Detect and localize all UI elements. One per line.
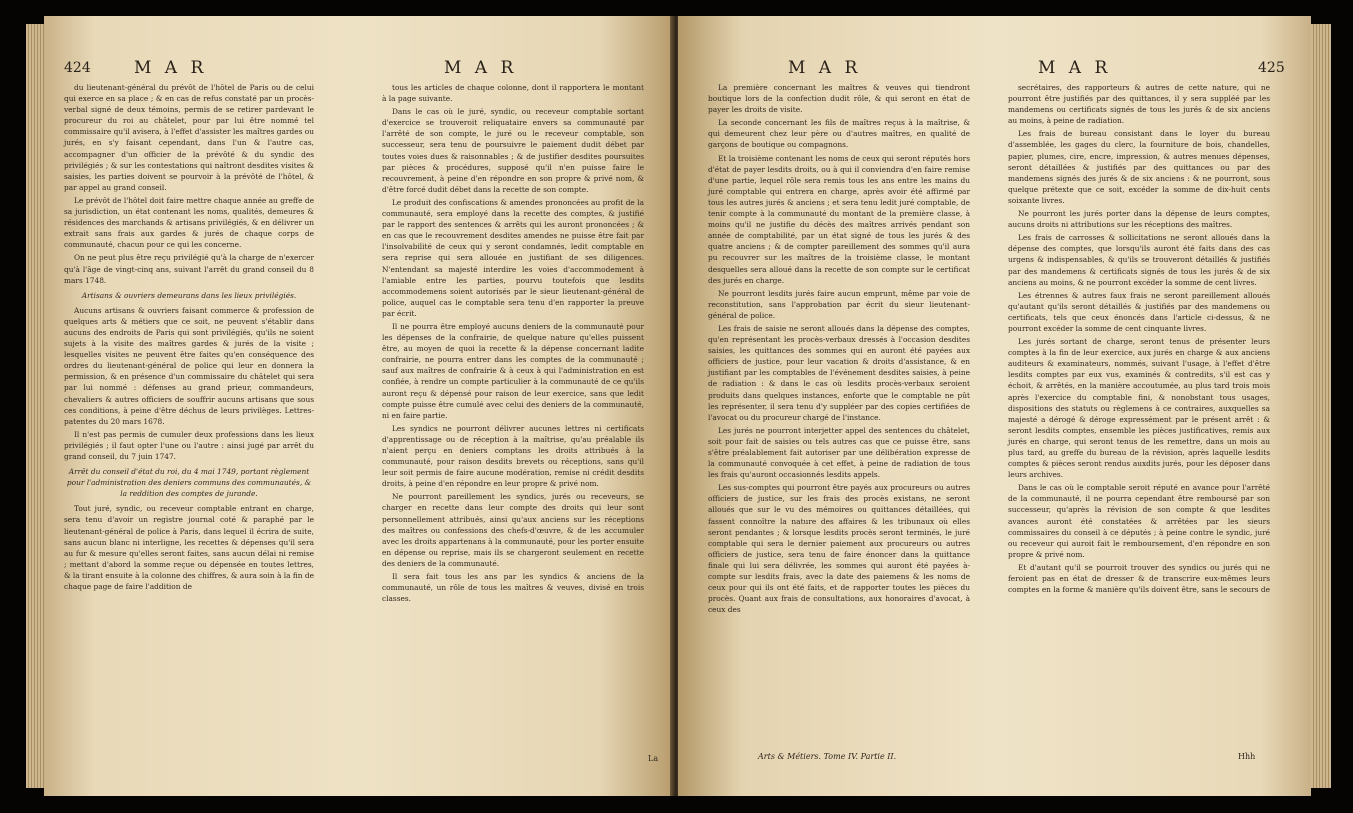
paragraph: Il ne pourra être employé aucuns deniers de la communauté pour les dépenses de la confrairie, de quelque nature qu'elles puissent être, au moyen de quoi la recette & la dépense concernant ladite confrairie, ne pourra entrer dans les comptes de la communauté ; sauf aux maîtres de confrairie & à ceux à qui l'administration en est confiée, à rendre un compte particulier à la communauté de ce qu'ils auront reçu & dépensé pour raison de leur exercice, sans que ledit compte puisse être cumulé avec celui des deniers de la communauté, ni en faire partie.: [382, 321, 644, 420]
left-page: [44, 16, 674, 796]
paragraph: Aucuns artisans & ouvriers faisant commerce & profession de quelques arts & métiers que ce soit, ne peuvent s'établir dans aucuns des endroits de Paris qui sont privilégiés, qu'ils ne soient sujets à la visite des maîtres gardes & jurés de la visite ; lesquelles visites ne peuvent être faites qu'en conséquence des ordres du lieutenant-général de police qui leur en donnera la permission, & en présence d'un commissaire du châtelet qui sera par lui nommé : défenses au grand prieur, commandeurs, chevaliers & autres officiers de souffrir aucuns artisans que sous ces conditions, à peine d'être déchus de leurs privilèges. Lettres-patentes du 20 mars 1678.: [64, 305, 314, 426]
section-heading: Artisans & ouvriers demeurans dans les lieux privilégiés.: [81, 290, 297, 300]
paragraph: Les frais de saisie ne seront alloués dans la dépense des comptes, qu'en représentant les procès-verbaux dressés à l'occasion desdites saisies, les quittances des sommes qui en auront été payées aux officiers de justice, pour leur vacation & droits d'assistance, & en justifiant par les comptables de l'événement desdites saisies, à peine de radiation : & dans le cas où lesdits procès-verbaux seroient produits dans quelques instances, enforte que le comptable ne pût les représenter, il sera tenu d'y suppléer par des copies certifiées de l'avocat ou du procureur chargé de l'instance.: [708, 323, 970, 422]
text-column-left: [64, 82, 314, 594]
paragraph: secrétaires, des rapporteurs & autres de cette nature, qui ne pourront être justifiés par des quittances, il y sera suppléé par les mandemens ou certificats signés de tous les jurés & de six anciens au moins, à peine de radiation.: [1008, 83, 1270, 126]
paragraph: Ne pourront lesdits jurés faire aucun emprunt, même par voie de reconstitution, sans l'approbation par écrit du sieur lieutenant-général de police.: [708, 288, 970, 320]
page-edges-left: [26, 24, 44, 788]
text-column-right: [1008, 82, 1270, 597]
text-column-left: [708, 82, 970, 617]
running-head: M A R: [1038, 58, 1112, 78]
running-head: M A R: [788, 58, 862, 78]
paragraph: du lieutenant-général du prévôt de l'hôtel de Paris ou de celui qui exerce en sa place ; & en cas de refus constaté par un procès-verbal signé de deux témoins, permis de se retirer pardevant le procureur du roi au châtelet, pour par lui être nommé tel commissaire qu'il avisera, à l'effet d'assister les maîtres gardes ou jurés, en s'y faisant cependant, dans l'un & l'autre cas, accompagner d'un officier de la prévôté & du syndic des privilégiés ; & sur les contestations qui naîtront desdites visites & saisies, les parties doivent se pourvoir à la prévôté de l'hôtel, & par appel au grand conseil.: [64, 83, 314, 192]
right-page: [678, 16, 1311, 796]
paragraph: Les jurés ne pourront interjetter appel des sentences du châtelet, soit pour fait de saisies ou tels autres cas que ce puisse être, sans s'être préalablement fait autoriser par une délibération expresse de la communauté convoquée à cet effet, à peine de radiation de tous les frais qu'auront occasionnés lesdits appels.: [708, 425, 970, 480]
paragraph: Les frais de carrosses & sollicitations ne seront alloués dans la dépense des comptes, que lorsqu'ils auront été faits dans des cas urgens & indispensables, & qu'ils se trouveront détaillés & justifiés par des mandemens & certificats signés de tous les jurés & de six anciens au moins, & ne pourront excéder la somme de cent livres.: [1008, 233, 1270, 287]
section-heading: Arrêt du conseil d'état du roi, du 4 mai 1749, portant règlement pour l'administration des deniers communs des communautés, & la reddition des comptes de jurande.: [66, 467, 312, 499]
paragraph: La première concernant les maîtres & veuves qui tiendront boutique lors de la confection dudit rôle, & qui seront en état de payer les droits de visite.: [708, 83, 970, 115]
running-head: M A R: [444, 58, 518, 78]
paragraph: Et la troisième contenant les noms de ceux qui seront réputés hors d'état de payer lesdits droits, ou à qui il conviendra d'en faire remise d'une partie, lequel rôle sera remis tous les ans entre les mains du juré comptable qui entrera en charge, après avoir été affirmé par tous les autres jurés & anciens ; et sera tenu ledit juré comptable, de tenir compte à la communauté du montant de la première classe, à moins qu'il ne justifie du décès des maîtres arrivés pendant son année de comptabilité, par un état signé de tous les jurés & des quatre anciens ; & de compter pareillement des sommes qu'il aura pu recouvrer sur les maîtres de la troisième classe, le montant desquelles sera alloué dans la recette de son compte sur le certificat des jurés en charge.: [708, 153, 970, 285]
paragraph: Les syndics ne pourront délivrer aucunes lettres ni certificats d'apprentissage ou de réception à la maîtrise, qu'au préalable ils n'aient perçu en deniers comptans les droits attribués à la communauté, pour raison desdits brevets ou réceptions, sans qu'il leur soit permis de faire aucune modération, remise ni crédit desdits droits, à peine d'en répondre en leur propre & privé nom.: [382, 423, 644, 489]
paragraph: Le produit des confiscations & amendes prononcées au profit de la communauté, sera employé dans la recette des comptes, & justifié par le rapport des sentences & arrêts qui les auront prononcées ; & en cas que le recouvrement desdites amendes ne puisse être fait par l'insolvabilité de ceux qui y seront condamnés, ledit comptable en sera reprise qui sera allouée en justifiant de ses diligences. N'entendant sa majesté interdire les voies d'accommodement à l'amiable entre les parties, pourvu toutefois que lesdits accommodemens soient autorisés par le sieur lieutenant-général de police, auquel cas le comptable sera tenu d'en rapporter la preuve par écrit.: [382, 197, 644, 318]
paragraph: tous les articles de chaque colonne, dont il rapportera le montant à la page suivante.: [382, 83, 644, 104]
paragraph: Les sus-comptes qui pourront être payés aux procureurs ou autres officiers de justice, sur les frais des procès existans, ne seront alloués que sur le vu des mémoires ou quittances détaillées, qui fassent connoître la nature des affaires & les tribunaux où elles seront pendantes ; & lorsque lesdits procès seront terminés, le juré comptable qui sera le dernier paiement aux procureurs ou autres officiers de justice, sera tenu de faire énoncer dans la quittance finale qui lui sera délivrée, les sommes qui auront été payées à-compte sur lesdits frais, avec la date des paiemens & les noms de ceux pour qui ils ont été faits, et de rapporter toutes les pièces du procès. Quant aux frais de consultations, aux honoraires d'avocat, à ceux des: [708, 483, 970, 615]
paragraph: Les frais de bureau consistant dans le loyer du bureau d'assemblée, les gages du clerc, la fourniture de bois, chandelles, papier, plumes, cire, encre, impression, & autres menues dépenses, seront détaillées & justifiés par des quittances ou par des mandemens signés des jurés & de six anciens : & ne pourront, sous quelque prétexte que ce soit, excéder la somme de dix-huit cents soixante livres.: [1008, 129, 1270, 205]
paragraph: On ne peut plus être reçu privilégié qu'à la charge de n'exercer qu'à l'âge de vingt-cinq ans, suivant l'arrêt du grand conseil du 8 mars 1748.: [64, 253, 314, 285]
paragraph: Dans le cas où le juré, syndic, ou receveur comptable sortant d'exercice se trouveroit reliquataire envers sa communauté par l'arrêté de son compte, le juré ou le receveur comptable, son successeur, sera tenu de poursuivre le paiement dudit débet par toutes voies dues & raisonnables ; & de justifier desdites poursuites par pièces & procédures, supposé qu'il n'en puisse faire le recouvrement, à peine d'en répondre en son propre & privé nom, & d'être forcé dudit débet dans la recette de son compte.: [382, 107, 644, 194]
open-book: [26, 16, 1331, 796]
paragraph: Tout juré, syndic, ou receveur comptable entrant en charge, sera tenu d'avoir un registre journal coté & paraphé par le lieutenant-général de police à Paris, dans lequel il écrira de suite, sans aucun blanc ni interligne, les recettes & dépenses qu'il sera au fur & mesure qu'elles seront faites, sans aucun délai ni remise ; mettant d'abord la somme reçue ou dépensée en toutes lettres, & la tirant ensuite à la colonne des chiffres, & aura soin à la fin de chaque page de faire l'addition de: [64, 504, 314, 592]
page-number: 424: [64, 60, 91, 76]
paragraph: Les étrennes & autres faux frais ne seront pareillement alloués qu'autant qu'ils seront détaillés & justifiés par des mandemens ou certificats, tels que ceux énoncés dans l'article ci-dessus, & ne pourront excéder la somme de cent cinquante livres.: [1008, 290, 1270, 333]
paragraph: Ne pourront les jurés porter dans la dépense de leurs comptes, aucuns droits ni attributions sur les réceptions des maîtres.: [1008, 209, 1270, 230]
paragraph: Les jurés sortant de charge, seront tenus de présenter leurs comptes à la fin de leur exercice, aux jurés en charge & aux anciens auditeurs & examinateurs, nommés, suivant l'usage, à l'effet d'être lesdits comptes par eux vus, examinés & contredits, s'il est cas y échoit, & arrêtés, en la manière accoutumée, au plus tard trois mois après l'exercice du comptable fini, & nonobstant tous usages, dispositions des statuts ou règlemens à ce contraires, auxquelles sa majesté a dérogé & déroge expressément par le présent arrêt : & seront lesdits comptes, ensemble les pièces justificatives, remis aux jurés en charge, qui seront tenus de les remettre, dans un mois au plus tard, au greffe du bureau de la révision, après laquelle lesdits comptes & pièces seront rendus auxdits jurés, pour les déposer dans leurs archives.: [1008, 337, 1270, 480]
page-edges-right: [1311, 24, 1331, 788]
running-head: M A R: [134, 58, 208, 78]
paragraph: Et d'autant qu'il se pourroit trouver des syndics ou jurés qui ne feroient pas en état de dresser & de transcrire eux-mêmes leurs comptes en la forme & manière qu'ils doivent être, sans le secours de: [1008, 562, 1270, 595]
page-number: 425: [1258, 60, 1285, 76]
paragraph: Dans le cas où le comptable seroit réputé en avance pour l'arrêté de la communauté, il ne pourra cependant être remboursé par son successeur, qu'après la révision de son compte & que lesdites avances auront été constatées & arrêtées par les sieurs commissaires du conseil à ce députés ; à peine contre le syndic, juré ou receveur qui auroit fait le remboursement, d'en répondre en son propre & privé nom.: [1008, 483, 1270, 559]
paragraph: Ne pourront pareillement les syndics, jurés ou receveurs, se charger en recette dans leur compte des droits qui leur sont personnellement attribués, ainsi qu'aux anciens sur les réceptions des maîtres ou confessions des chefs-d'œuvre, & de les accumuler avec les droits appartenans à la communauté, pour les porter ensuite en dépense ou reprise, mais ils se chargeront seulement en recette des deniers de la communauté.: [382, 492, 644, 568]
page-footer: Arts & Métiers. Tome IV. Partie II.: [758, 752, 897, 761]
paragraph: Il sera fait tous les ans par les syndics & anciens de la communauté, un rôle de tous les maîtres & veuves, divisé en trois classes.: [382, 572, 644, 604]
text-column-right: [382, 82, 644, 606]
paragraph: La seconde concernant les fils de maîtres reçus à la maîtrise, & qui demeurent chez leur père ou d'autres maîtres, en qualité de garçons de boutique ou compagnons.: [708, 118, 970, 150]
signature-mark: Hhh: [1238, 752, 1256, 761]
paragraph: Le prévôt de l'hôtel doit faire mettre chaque année au greffe de sa jurisdiction, un état contenant les noms, qualités, demeures & résidences des marchands & artisans privilégiés, & en délivrer un extrait sans frais aux gardes & jurés de chaque corps de communauté, chacun pour ce qui les concerne.: [64, 195, 314, 250]
paragraph: Il n'est pas permis de cumuler deux professions dans les lieux privilégiés ; il faut opter l'une ou l'autre : ainsi jugé par arrêt du grand conseil, du 7 juin 1747.: [64, 429, 314, 461]
catch-word: La: [648, 754, 659, 763]
